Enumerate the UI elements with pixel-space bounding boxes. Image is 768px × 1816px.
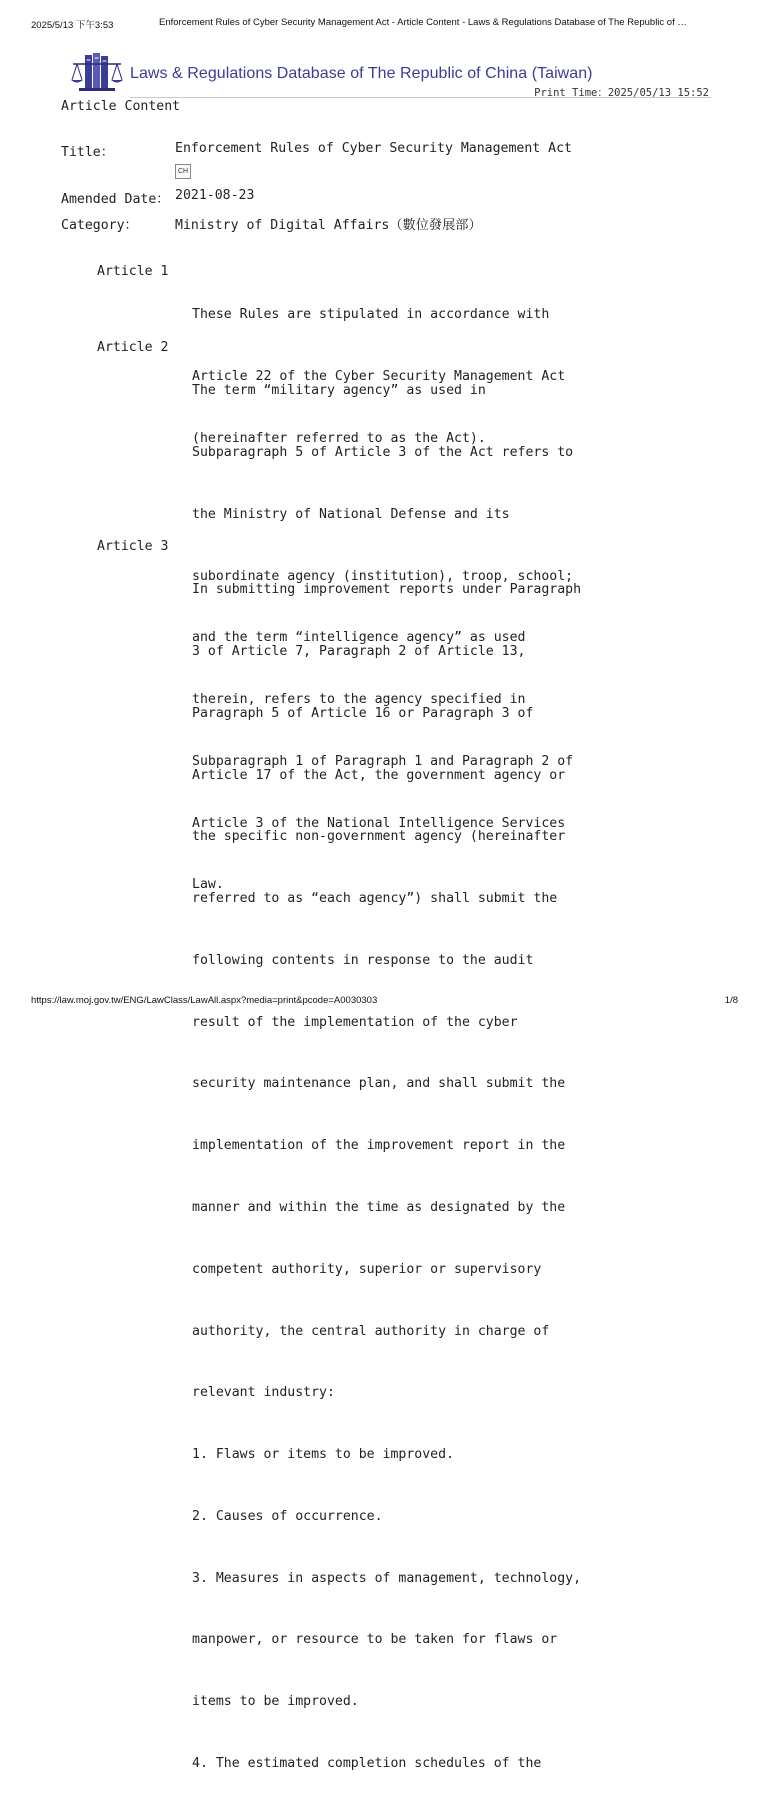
category-value: Ministry of Digital Affairs（數位發展部） bbox=[175, 218, 482, 233]
chinese-version-link[interactable]: CH bbox=[175, 164, 191, 179]
article-text bbox=[192, 539, 592, 1816]
article-line: The term “military agency” as used in bbox=[192, 383, 486, 399]
article-line: Law. bbox=[192, 877, 224, 893]
article-line: manner and within the time as designated by the bbox=[192, 1200, 566, 1215]
article-line: Article 17 of the Act, the government agency or bbox=[192, 767, 566, 783]
article-line: 4. The estimated completion schedules of the bbox=[192, 1756, 542, 1772]
article-number: Article 1 bbox=[97, 264, 169, 279]
amended-date-label: Amended Date： bbox=[61, 192, 170, 207]
article-line: Article 3 of the National Intelligence Services bbox=[192, 815, 566, 831]
print-timestamp: 2025/5/13 下午3:53 bbox=[31, 20, 114, 31]
site-title: Laws & Regulations Database of The Republic of China (Taiwan) bbox=[130, 65, 593, 82]
category-row bbox=[61, 214, 621, 234]
article-line: These Rules are stipulated in accordance with bbox=[192, 307, 550, 323]
article-line: manpower, or resource to be taken for flaws or bbox=[192, 1632, 558, 1648]
article-line: security maintenance plan, and shall submit the bbox=[192, 1076, 566, 1092]
article-number: Article 3 bbox=[97, 539, 169, 554]
article-line: 3. Measures in aspects of management, technology, bbox=[192, 1570, 582, 1586]
article-line: subordinate agency (institution), troop, school; bbox=[192, 568, 574, 584]
article-line: authority, the central authority in charge of bbox=[192, 1323, 550, 1339]
article-line: Subparagraph 1 of Paragraph 1 and Paragraph 2 of bbox=[192, 753, 574, 769]
article-line: the Ministry of National Defense and its bbox=[192, 506, 510, 522]
page-heading: Article Content bbox=[61, 99, 181, 114]
article-line: referred to as “each agency”) shall submit the bbox=[192, 891, 558, 907]
article-line: competent authority, superior or supervisory bbox=[192, 1261, 542, 1277]
article-line: Article 22 of the Cyber Security Management Act bbox=[192, 368, 566, 384]
article-line: (hereinafter referred to as the Act). bbox=[192, 430, 486, 446]
article-line: In submitting improvement reports under Paragraph bbox=[192, 582, 582, 598]
title-label: Title： bbox=[61, 145, 114, 160]
article-line: 1. Flaws or items to be improved. bbox=[192, 1447, 455, 1463]
amended-date-row bbox=[61, 188, 621, 208]
print-page-number: 1/8 bbox=[724, 995, 738, 1006]
article-line: following contents in response to the audit bbox=[192, 952, 534, 968]
article-line: result of the implementation of the cyber bbox=[192, 1014, 518, 1030]
article-line: 2. Causes of occurrence. bbox=[192, 1508, 383, 1524]
print-time-label: Print Time： bbox=[534, 87, 608, 99]
article-line: the specific non-government agency (hereinafter bbox=[192, 829, 566, 845]
site-banner bbox=[71, 52, 711, 98]
article-line: 3 of Article 7, Paragraph 2 of Article 13, bbox=[192, 643, 526, 659]
article-line: implementation of the improvement report in the bbox=[192, 1138, 566, 1154]
print-page-title: Enforcement Rules of Cyber Security Management Act - Article Content - Laws & Regulations Database of The Republic of … bbox=[159, 17, 687, 28]
title-row bbox=[61, 141, 621, 181]
article-line: therein, refers to the agency specified in bbox=[192, 692, 526, 708]
article-line: Paragraph 5 of Article 16 or Paragraph 3 of bbox=[192, 705, 534, 721]
print-footer-url: https://law.moj.gov.tw/ENG/LawClass/LawAll.aspx?media=print&pcode=A0030303 bbox=[31, 995, 378, 1006]
law-title: Enforcement Rules of Cyber Security Management Act bbox=[175, 141, 572, 156]
article-line: items to be improved. bbox=[192, 1694, 359, 1710]
scales-of-justice-books-icon[interactable] bbox=[71, 52, 123, 92]
article-number: Article 2 bbox=[97, 340, 169, 355]
banner-divider bbox=[130, 97, 711, 98]
article-line: relevant industry: bbox=[192, 1385, 335, 1401]
print-time-value: 2025/05/13 15:52 bbox=[607, 87, 709, 99]
article-line: and the term “intelligence agency” as used bbox=[192, 630, 526, 646]
category-label: Category： bbox=[61, 218, 138, 233]
amended-date-value: 2021-08-23 bbox=[175, 188, 255, 203]
article-line: Subparagraph 5 of Article 3 of the Act refers to bbox=[192, 444, 574, 460]
